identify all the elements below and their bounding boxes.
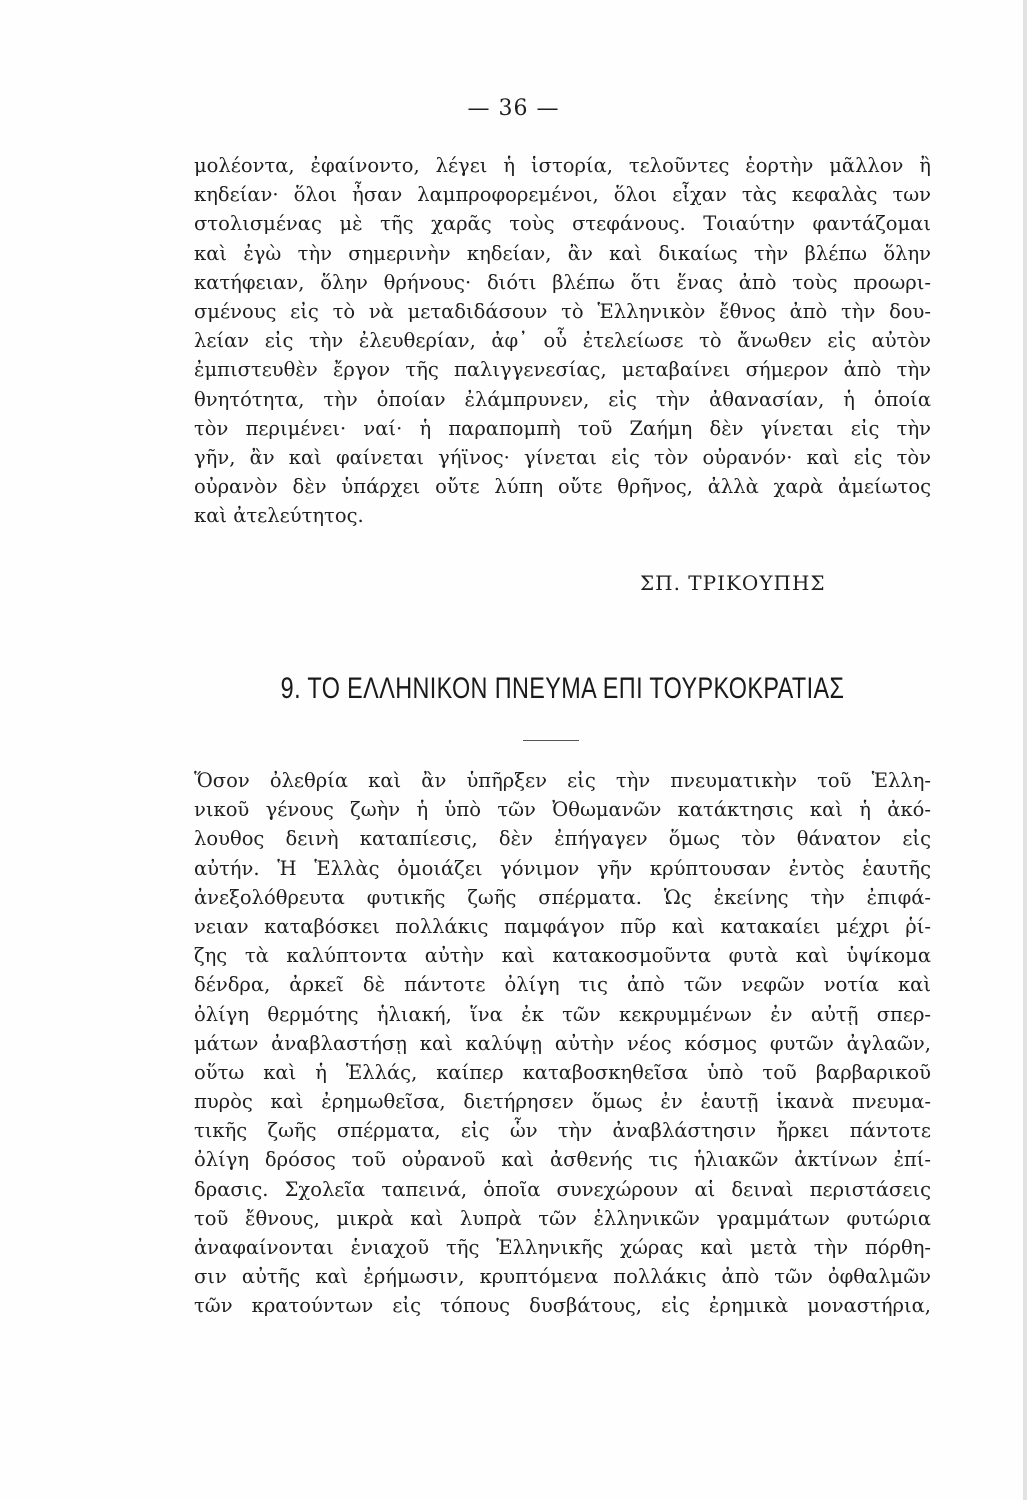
text-line: ἀνεξολόθρευτα φυτικῆς ζωῆς σπέρματα. Ὡς ἐκείνης τὴν ἐπιφά- (194, 885, 931, 909)
text-line: σμένους εἰς τὸ νὰ μεταδιδάσουν τὸ Ἑλληνικὸν ἔθνος ἀπὸ τὴν δου- (194, 299, 931, 323)
text-line: καὶ ἀτελεύτητος. (194, 504, 364, 528)
text-line: δρασις. Σχολεῖα ταπεινά, ὁποῖα συνεχώρουν αἱ δειναὶ περιστάσεις (194, 1177, 931, 1201)
page-edge (1023, 0, 1027, 1500)
text-line: καὶ ἐγὼ τὴν σημερινὴν κηδείαν, ἂν καὶ δικαίως τὴν βλέπω ὅλην (194, 241, 931, 265)
text-line: αὐτήν. Ἡ Ἑλλὰς ὁμοιάζει γόνιμον γῆν κρύπτουσαν ἐντὸς ἑαυτῆς (194, 856, 931, 880)
text-line: μολέοντα, ἐφαίνοντο, λέγει ἡ ἱστορία, τελοῦντες ἑορτὴν μᾶλλον ἢ (194, 154, 931, 177)
text-line: θνητότητα, τὴν ὁποίαν ἐλάμπρυνεν, εἰς τὴν ἀθανασίαν, ἡ ὁποία (194, 387, 931, 411)
text-line: ἐμπιστευθὲν ἔργον τῆς παλιγγενεσίας, μεταβαίνει σήμερον ἀπὸ τὴν (194, 358, 931, 382)
text-line: λείαν εἰς τὴν ἐλευθερίαν, ἀφ᾽ οὗ ἐτελείωσε τὸ ἄνωθεν εἰς αὐτὸν (194, 329, 931, 353)
text-line: νικοῦ γένους ζωὴν ἡ ὑπὸ τῶν Ὀθωμανῶν κατάκτησις καὶ ἡ ἀκό- (194, 798, 931, 822)
title-divider (523, 740, 579, 741)
author-signature: ΣΠ. ΤΡΙΚΟΥΠΗΣ (640, 571, 826, 595)
paragraph-2 (194, 766, 931, 1321)
text-line: τῶν κρατούντων εἰς τόπους δυσβάτους, εἰς ἐρημικὰ μοναστήρια, (194, 1294, 931, 1318)
text-line: νειαν καταβόσκει πολλάκις παμφάγον πῦρ καὶ κατακαίει μέχρι ῥί- (194, 914, 931, 938)
text-line: γῆν, ἂν καὶ φαίνεται γήϊνος· γίνεται εἰς τὸν οὐρανόν· καὶ εἰς τὸν (194, 445, 931, 469)
page-number: — 36 — (467, 96, 560, 121)
text-line: τὸν περιμένει· ναί· ἡ παραπομπὴ τοῦ Ζαήμη δὲν γίνεται εἰς τὴν (194, 416, 931, 440)
paragraph-1 (194, 151, 931, 530)
text-line: ὀλίγη δρόσος τοῦ οὐρανοῦ καὶ ἀσθενής τις ἡλιακῶν ἀκτίνων ἐπί- (194, 1148, 931, 1172)
text-line: ἀναφαίνονται ἑνιαχοῦ τῆς Ἑλληνικῆς χώρας καὶ μετὰ τὴν πόρθη- (194, 1236, 931, 1259)
section-title: 9. ΤΟ ΕΛΛΗΝΙΚΟΝ ΠΝΕΥΜΑ ΕΠΙ ΤΟΥΡΚΟΚΡΑΤΙΑΣ (280, 672, 845, 705)
text-line: δένδρα, ἀρκεῖ δὲ πάντοτε ὀλίγη τις ἀπὸ τῶν νεφῶν νοτία καὶ (194, 973, 931, 997)
text-line: ζης τὰ καλύπτοντα αὐτὴν καὶ κατακοσμοῦντα φυτὰ καὶ ὑψίκομα (194, 944, 931, 968)
text-line: Ὅσον ὀλεθρία καὶ ἂν ὑπῆρξεν εἰς τὴν πνευματικὴν τοῦ Ἑλλη- (194, 769, 931, 792)
text-line: στολισμένας μὲ τῆς χαρᾶς τοὺς στεφάνους. Τοιαύτην φαντάζομαι (194, 212, 931, 236)
text-line: μάτων ἀναβλαστήσῃ καὶ καλύψῃ αὐτὴν νέος κόσμος φυτῶν ἀγλαῶν, (194, 1031, 931, 1055)
text-line: ὀλίγη θερμότης ἡλιακή, ἵνα ἐκ τῶν κεκρυμμένων ἐν αὐτῇ σπερ- (194, 1002, 931, 1026)
text-line: κηδείαν· ὅλοι ἦσαν λαμπροφορεμένοι, ὅλοι εἶχαν τὰς κεφαλὰς των (194, 183, 931, 207)
text-line: πυρὸς καὶ ἐρημωθεῖσα, διετήρησεν ὅμως ἐν ἑαυτῇ ἱκανὰ πνευμα- (194, 1090, 931, 1114)
text-line: οὕτω καὶ ἡ Ἑλλάς, καίπερ καταβοσκηθεῖσα ὑπὸ τοῦ βαρβαρικοῦ (194, 1060, 931, 1084)
text-line: σιν αὐτῆς καὶ ἐρήμωσιν, κρυπτόμενα πολλάκις ἀπὸ τῶν ὀφθαλμῶν (194, 1265, 931, 1289)
text-line: κατήφειαν, ὅλην θρήνους· διότι βλέπω ὅτι ἕνας ἀπὸ τοὺς προωρι- (194, 270, 931, 294)
text-line: τοῦ ἔθνους, μικρὰ καὶ λυπρὰ τῶν ἑλληνικῶν γραμμάτων φυτώρια (194, 1206, 931, 1230)
text-line: λουθος δεινὴ καταπίεσις, δὲν ἐπήγαγεν ὅμως τὸν θάνατον εἰς (194, 827, 931, 851)
text-line: τικῆς ζωῆς σπέρματα, εἰς ὧν τὴν ἀναβλάστησιν ἤρκει πάντοτε (194, 1119, 931, 1143)
text-line: οὐρανὸν δὲν ὑπάρχει οὔτε λύπη οὔτε θρῆνος, ἀλλὰ χαρὰ ἀμείωτος (194, 475, 931, 499)
